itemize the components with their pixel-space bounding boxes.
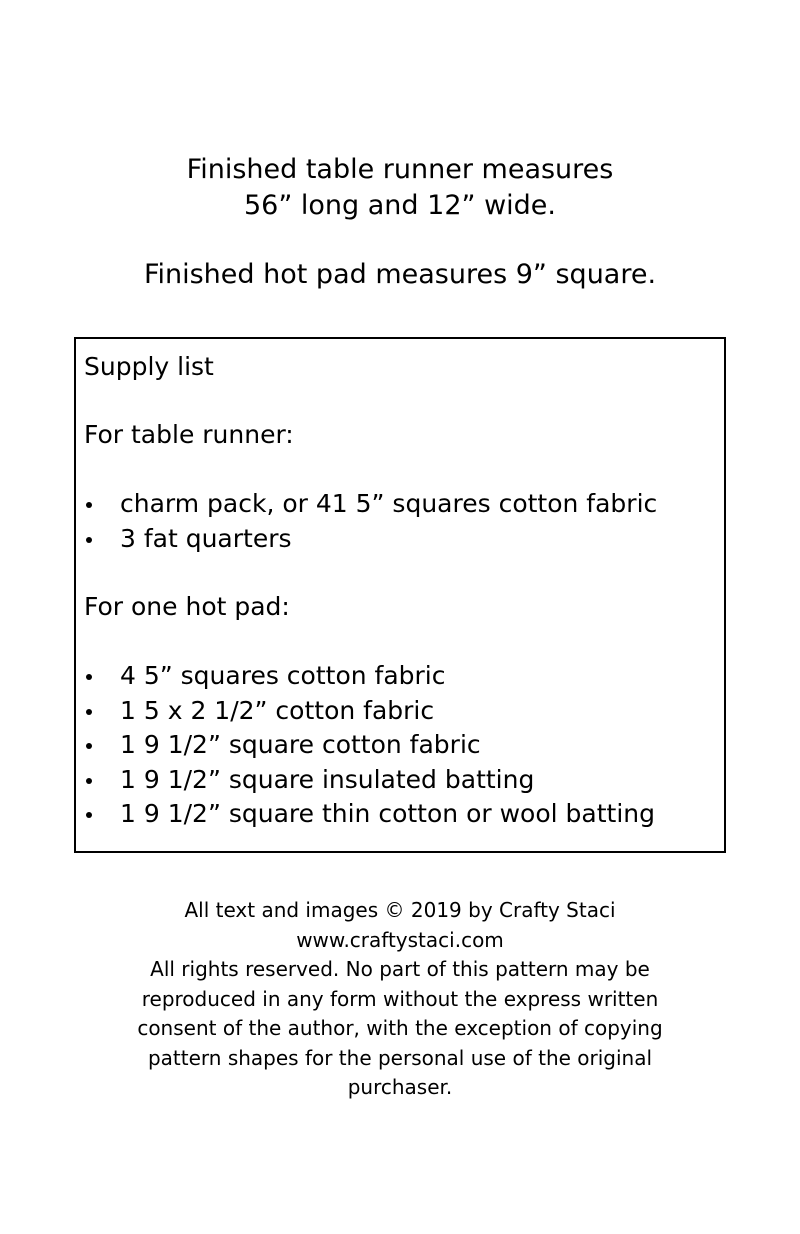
copyright-notice xyxy=(0,896,800,1103)
supply-list-title: Supply list xyxy=(84,352,214,381)
copyright-line: purchaser. xyxy=(347,1075,453,1099)
list-item-text: 1 9 1/2” square cotton fabric xyxy=(120,730,481,759)
copyright-line: pattern shapes for the personal use of the original xyxy=(147,1045,653,1070)
list-item-text: 4 5” squares cotton fabric xyxy=(120,661,446,690)
bullet-icon xyxy=(86,674,92,680)
website-link: www.craftystaci.com xyxy=(296,927,504,952)
bullet-icon xyxy=(86,743,92,749)
copyright-line: All rights reserved. No part of this pattern may be xyxy=(150,957,650,981)
hot-pad-heading: For one hot pad: xyxy=(84,592,290,621)
bullet-icon xyxy=(86,709,92,715)
list-item-text: 3 fat quarters xyxy=(120,523,292,553)
list-item-text: 1 5 x 2 1/2” cotton fabric xyxy=(120,695,435,725)
list-item-text: charm pack, or 41 5” squares cotton fabric xyxy=(120,489,658,518)
copyright-line: All text and images © 2019 by Crafty Staci xyxy=(184,898,616,922)
table-runner-heading: For table runner: xyxy=(84,420,294,449)
runner-size-line-2: 56” long and 12” wide. xyxy=(243,190,556,221)
bullet-icon xyxy=(86,537,92,543)
copyright-line: reproduced in any form without the express written xyxy=(141,986,659,1011)
hot-pad-size: Finished hot pad measures 9” square. xyxy=(143,259,657,290)
bullet-icon xyxy=(86,502,92,508)
copyright-line: consent of the author, with the exception of copying xyxy=(137,1016,663,1040)
runner-size-line-1: Finished table runner measures xyxy=(186,154,614,185)
bullet-icon xyxy=(86,778,92,784)
supply-list-box xyxy=(74,337,726,853)
list-item-text: 1 9 1/2” square thin cotton or wool batting xyxy=(120,799,655,828)
bullet-icon xyxy=(86,812,92,818)
list-item-text: 1 9 1/2” square insulated batting xyxy=(120,764,535,794)
